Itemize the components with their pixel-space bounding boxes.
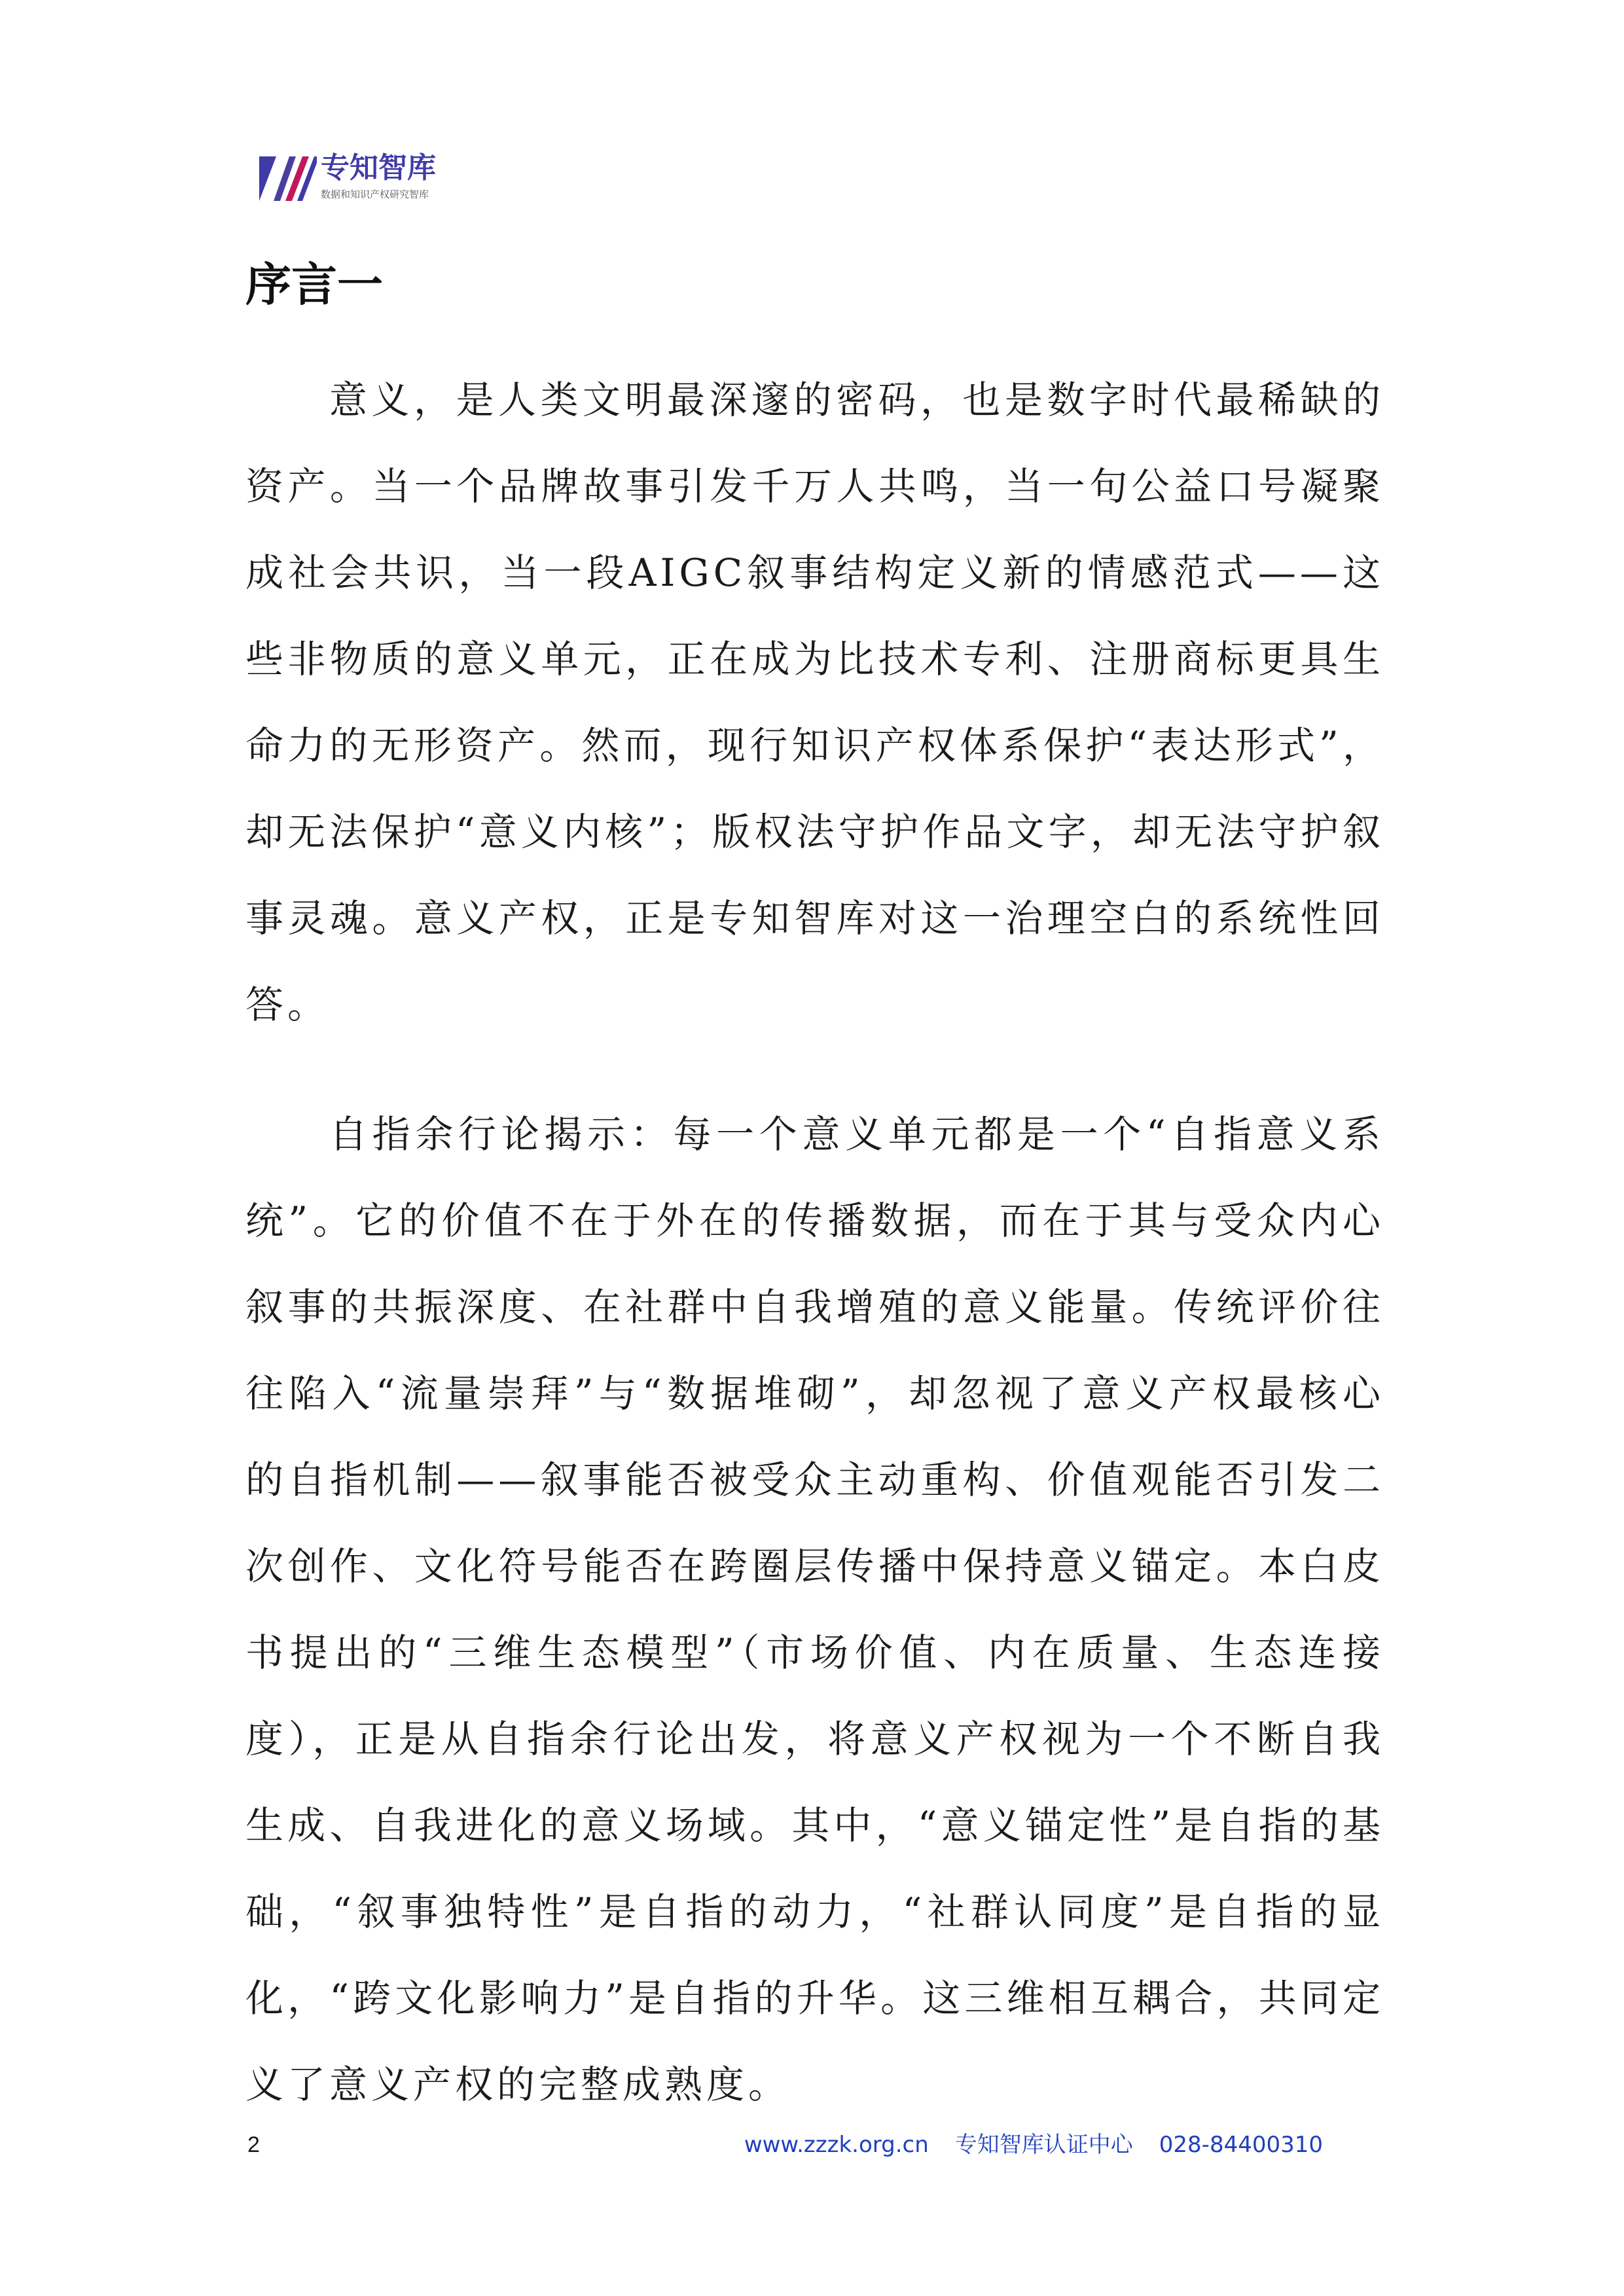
- website-link[interactable]: www.zzzk.org.cn: [744, 2132, 929, 2158]
- paragraph-2: 自指余行论揭示：每一个意义单元都是一个“自指意义系统”。它的价值不在于外在的传播数据，而在于其与受众内心叙事的共振深度、在社群中自我增殖的意义能量。传统评价往往陷入“流量崇拜”与“数据堆砌”，却忽视了意义产权最核心的自指机制——叙事能否被受众主动重构、价值观能否引发二次创作、文化符号能否在跨圈层传播中保持意义锚定。本白皮书提出的“三维生态模型”（市场价值、内在质量、生态连接度），正是从自指余行论出发，将意义产权视为一个不断自我生成、自我进化的意义场域。其中，“意义锚定性”是自指的基础，“叙事独特性”是自指的动力，“社群认同度”是自指的显化，“跨文化影响力”是自指的升华。这三维相互耦合，共同定义了意义产权的完整成熟度。: [245, 1112, 1384, 2107]
- paragraph-1: 意义，是人类文明最深邃的密码，也是数字时代最稀缺的资产。当一个品牌故事引发千万人共鸣，当一句公益口号凝聚成社会共识，当一段AIGC叙事结构定义新的情感范式——这些非物质的意义单元，正在成为比技术专利、注册商标更具生命力的无形资产。然而，现行知识产权体系保护“表达形式”，却无法保护“意义内核”；版权法守护作品文字，却无法守护叙事灵魂。意义产权，正是专知智库对这一治理空白的系统性回答。: [245, 378, 1384, 1027]
- zzzk-logo-icon: [257, 152, 317, 205]
- page-title: 序言一: [245, 258, 383, 312]
- page-number: 2: [247, 2132, 260, 2157]
- org-name: 专知智库认证中心: [954, 2132, 1133, 2158]
- body-text: [245, 357, 1384, 2128]
- logo-subtitle: 数据和知识产权研究智库: [321, 188, 429, 200]
- footer-contact: [744, 2130, 1323, 2159]
- logo: [257, 147, 466, 209]
- logo-title: 专知智库: [321, 151, 436, 185]
- phone-number: 028-84400310: [1159, 2132, 1323, 2158]
